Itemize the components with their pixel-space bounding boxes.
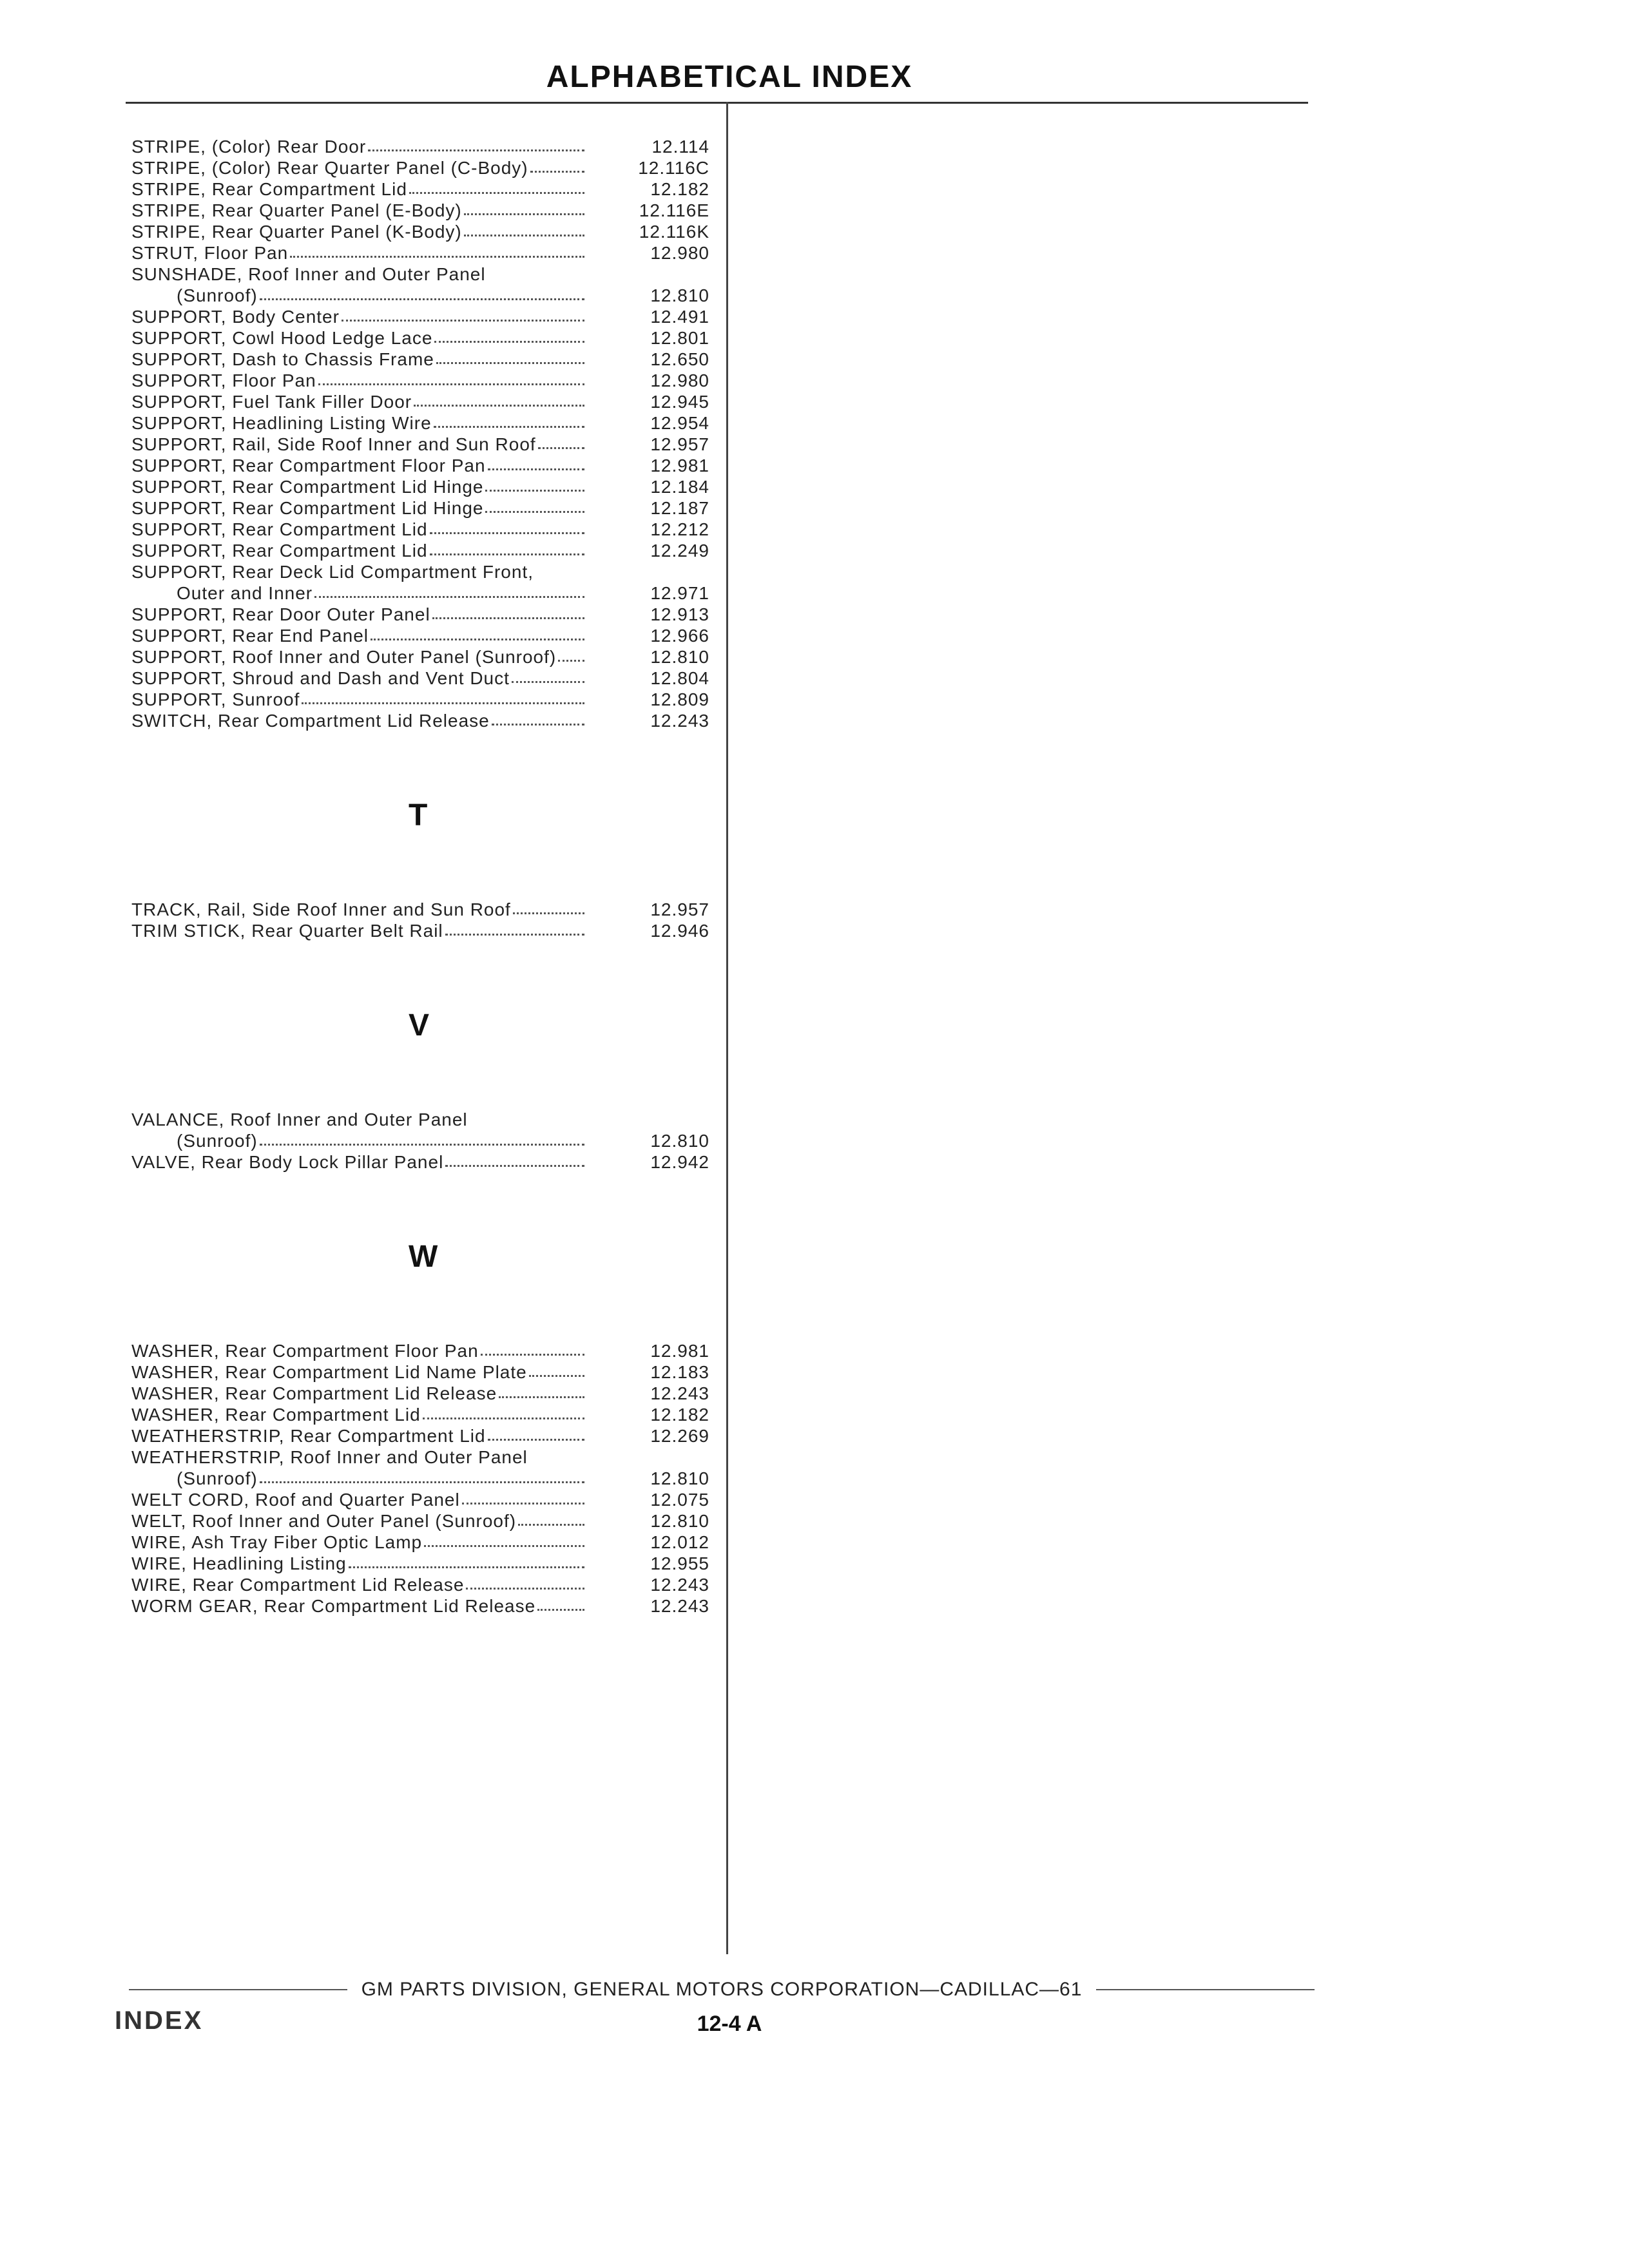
page-reference: 12.249	[650, 541, 709, 561]
index-entry-row	[131, 497, 715, 519]
entry-label: WELT CORD, Roof and Quarter Panel	[131, 1490, 460, 1510]
entry-label: SUPPORT, Headlining Listing Wire	[131, 413, 432, 433]
index-entry	[131, 178, 586, 200]
page-reference: 12.809	[650, 689, 709, 709]
dot-leader	[464, 209, 584, 215]
index-entry	[131, 646, 586, 668]
entry-label: STRIPE, (Color) Rear Quarter Panel (C-Body)	[131, 158, 528, 178]
section-letter: T	[409, 798, 428, 832]
page-reference: 12.913	[650, 604, 709, 624]
index-entry-row	[131, 920, 715, 941]
page-reference: 12.810	[650, 285, 709, 305]
index-entry-row	[131, 221, 715, 242]
entry-label: SUPPORT, Rear Compartment Lid	[131, 541, 428, 561]
index-entry-row	[131, 899, 715, 920]
index-entry	[131, 1574, 586, 1595]
entry-label: TRACK, Rail, Side Roof Inner and Sun Roof	[131, 899, 511, 919]
index-entry-row	[131, 561, 715, 582]
index-entry	[131, 476, 586, 497]
index-entry	[131, 455, 586, 476]
entry-label: SUPPORT, Cowl Hood Ledge Lace	[131, 328, 433, 348]
footer-rule-left	[129, 1989, 347, 1990]
index-entry-row	[131, 200, 715, 221]
index-entry	[131, 1383, 586, 1404]
index-list	[131, 136, 715, 1617]
page-reference: 12.243	[650, 1383, 709, 1403]
index-entry-row	[131, 1404, 715, 1425]
page-reference: 12.955	[650, 1553, 709, 1573]
dot-leader	[558, 655, 584, 662]
page-reference: 12.981	[650, 456, 709, 476]
index-entry	[131, 412, 586, 434]
entry-label: SUPPORT, Floor Pan	[131, 370, 316, 390]
index-entry	[131, 391, 586, 412]
entry-label-continued: (Sunroof)	[177, 1131, 258, 1151]
index-entry-row	[131, 1446, 715, 1468]
index-entry-row	[131, 519, 715, 540]
dot-leader	[529, 1370, 584, 1377]
dot-leader	[436, 358, 584, 364]
index-entry	[131, 1489, 586, 1510]
index-entry-row	[131, 646, 715, 668]
index-entry	[131, 1595, 586, 1617]
page-reference: 12.182	[650, 1405, 709, 1425]
entry-label: STRIPE, Rear Compartment Lid	[131, 179, 407, 199]
entry-label: SUPPORT, Shroud and Dash and Vent Duct	[131, 668, 510, 688]
dot-leader	[349, 1562, 584, 1568]
entry-label: STRIPE, (Color) Rear Door	[131, 137, 367, 157]
index-entry	[131, 540, 586, 561]
index-entry-continuation	[131, 582, 715, 604]
entry-label: STRIPE, Rear Quarter Panel (K-Body)	[131, 222, 462, 242]
page-reference: 12.182	[650, 179, 709, 199]
entry-label: SUPPORT, Rail, Side Roof Inner and Sun Roof	[131, 434, 536, 454]
index-entry-row	[131, 349, 715, 370]
section-letter: V	[409, 1008, 430, 1043]
index-entry-row	[131, 455, 715, 476]
footer-rule-right	[1096, 1989, 1315, 1990]
index-entry	[131, 1553, 586, 1574]
entry-label: WORM GEAR, Rear Compartment Lid Release	[131, 1596, 536, 1616]
index-entry	[131, 710, 586, 731]
index-entry-row	[131, 434, 715, 455]
entry-label: TRIM STICK, Rear Quarter Belt Rail	[131, 921, 443, 941]
page-reference: 12.804	[650, 668, 709, 688]
entry-label: STRIPE, Rear Quarter Panel (E-Body)	[131, 200, 462, 220]
index-entry	[131, 899, 586, 920]
index-entry-row	[131, 306, 715, 327]
index-entry-row	[131, 1553, 715, 1574]
page-reference: 12.971	[650, 583, 709, 603]
index-entry-row	[131, 412, 715, 434]
title-rule	[126, 102, 1308, 104]
entry-label: SUPPORT, Rear Compartment Lid Hinge	[131, 477, 484, 497]
dot-leader	[290, 251, 584, 258]
page-reference: 12.957	[650, 434, 709, 454]
index-entry	[131, 349, 586, 370]
index-entry	[131, 200, 586, 221]
entry-label-continued: (Sunroof)	[177, 1468, 258, 1488]
entry-label: WELT, Roof Inner and Outer Panel (Sunroof)	[131, 1511, 517, 1531]
section-label: INDEX	[115, 2006, 204, 2035]
index-entry-row	[131, 136, 715, 157]
dot-leader	[371, 634, 584, 640]
index-entry-row	[131, 710, 715, 731]
dot-leader	[423, 1413, 584, 1419]
entry-label: WASHER, Rear Compartment Lid Release	[131, 1383, 497, 1403]
dot-leader	[302, 698, 584, 704]
entry-label-continued: (Sunroof)	[177, 285, 258, 305]
index-entry	[131, 1404, 586, 1425]
entry-label: STRUT, Floor Pan	[131, 243, 289, 263]
dot-leader	[481, 1349, 584, 1356]
dot-leader	[434, 421, 584, 428]
dot-leader	[260, 1139, 584, 1146]
page-reference: 12.184	[650, 477, 709, 497]
page-title: ALPHABETICAL INDEX	[546, 60, 913, 94]
page-reference: 12.981	[650, 1341, 709, 1361]
dot-leader	[342, 315, 584, 322]
index-entry-row	[131, 1340, 715, 1361]
index-entry-row	[131, 391, 715, 412]
page-reference: 12.946	[650, 921, 709, 941]
section-letter: W	[409, 1239, 438, 1274]
index-entry	[131, 434, 586, 455]
index-entry-row	[131, 157, 715, 178]
dot-leader	[485, 485, 584, 492]
page-number: 12-4 A	[697, 2012, 762, 2036]
dot-leader	[445, 1160, 584, 1167]
dot-leader	[530, 166, 584, 173]
dot-leader	[512, 677, 584, 683]
index-entry	[131, 327, 586, 349]
index-entry-row	[131, 604, 715, 625]
entry-label: WIRE, Headlining Listing	[131, 1553, 347, 1573]
dot-leader	[414, 400, 584, 407]
index-entry	[131, 668, 586, 689]
page-reference: 12.957	[650, 899, 709, 919]
entry-label: SWITCH, Rear Compartment Lid Release	[131, 711, 490, 731]
entry-label: SUPPORT, Fuel Tank Filler Door	[131, 392, 412, 412]
entry-label: SUPPORT, Body Center	[131, 307, 340, 327]
index-entry	[131, 1340, 586, 1361]
dot-leader	[318, 379, 584, 385]
index-entry	[131, 1510, 586, 1532]
dot-leader	[488, 1434, 584, 1441]
index-entry-continuation	[131, 285, 715, 306]
index-entry-row	[131, 1361, 715, 1383]
page-reference: 12.810	[650, 1131, 709, 1151]
index-entry	[177, 582, 586, 604]
dot-leader	[434, 336, 584, 343]
entry-label: WASHER, Rear Compartment Lid Name Plate	[131, 1362, 527, 1382]
index-entry-row	[131, 1574, 715, 1595]
dot-leader	[464, 230, 584, 236]
dot-leader	[260, 1477, 584, 1483]
page-reference: 12.650	[650, 349, 709, 369]
page-reference: 12.183	[650, 1362, 709, 1382]
page-reference: 12.980	[650, 370, 709, 390]
index-entry	[131, 1532, 586, 1553]
entry-label: SUPPORT, Rear Deck Lid Compartment Front,	[131, 562, 534, 582]
index-entry	[131, 604, 586, 625]
page-reference: 12.954	[650, 413, 709, 433]
index-entry-row	[131, 668, 715, 689]
page-reference: 12.012	[650, 1532, 709, 1552]
index-entry-row	[131, 540, 715, 561]
page-reference: 12.269	[650, 1426, 709, 1446]
index-entry	[131, 920, 586, 941]
column-divider	[726, 102, 728, 1954]
index-entry	[131, 370, 586, 391]
dot-leader	[314, 591, 584, 598]
dot-leader	[424, 1541, 584, 1547]
page-reference: 12.075	[650, 1490, 709, 1510]
index-entry	[131, 306, 586, 327]
entry-label: SUPPORT, Roof Inner and Outer Panel (Sunroof)	[131, 647, 557, 667]
entry-label: WEATHERSTRIP, Rear Compartment Lid	[131, 1426, 486, 1446]
dot-leader	[499, 1392, 584, 1398]
entry-label: SUPPORT, Rear Compartment Floor Pan	[131, 456, 486, 476]
entry-label: SUPPORT, Sunroof	[131, 689, 300, 709]
page-reference: 12.116E	[639, 200, 709, 220]
index-entry	[131, 625, 586, 646]
page-reference: 12.966	[650, 626, 709, 646]
dot-leader	[430, 528, 584, 534]
index-entry-continuation	[131, 1468, 715, 1489]
index-entry-row	[131, 689, 715, 710]
dot-leader	[466, 1583, 584, 1590]
entry-label: SUPPORT, Dash to Chassis Frame	[131, 349, 434, 369]
index-entry-row	[131, 1109, 715, 1130]
index-entry-row	[131, 625, 715, 646]
entry-label: WEATHERSTRIP, Roof Inner and Outer Panel	[131, 1447, 528, 1467]
index-entry-row	[131, 1532, 715, 1553]
footer-publisher: GM PARTS DIVISION, GENERAL MOTORS CORPORATION—CADILLAC—61	[361, 1979, 1083, 2000]
page-reference: 12.491	[650, 307, 709, 327]
index-entry-row	[131, 1151, 715, 1173]
page-reference: 12.942	[650, 1152, 709, 1172]
index-entry-row	[131, 178, 715, 200]
index-entry-row	[131, 1489, 715, 1510]
index-entry	[131, 1446, 528, 1468]
dot-leader	[462, 1498, 584, 1504]
page-reference: 12.187	[650, 498, 709, 518]
index-entry	[131, 519, 586, 540]
dot-leader	[518, 1519, 584, 1526]
entry-label: WASHER, Rear Compartment Floor Pan	[131, 1341, 479, 1361]
page-reference: 12.810	[650, 647, 709, 667]
page-reference: 12.810	[650, 1468, 709, 1488]
index-entry-row	[131, 1383, 715, 1404]
dot-leader	[537, 1604, 584, 1611]
index-entry	[131, 689, 586, 710]
dot-leader	[409, 187, 584, 194]
page-reference: 12.116K	[639, 222, 709, 242]
entry-label: SUPPORT, Rear Door Outer Panel	[131, 604, 430, 624]
dot-leader	[368, 145, 584, 151]
index-entry-row	[131, 264, 715, 285]
entry-label: SUNSHADE, Roof Inner and Outer Panel	[131, 264, 486, 284]
dot-leader	[485, 506, 584, 513]
entry-label: WIRE, Rear Compartment Lid Release	[131, 1575, 465, 1595]
dot-leader	[430, 549, 584, 555]
index-entry	[131, 1361, 586, 1383]
dot-leader	[445, 929, 584, 936]
entry-label: SUPPORT, Rear Compartment Lid	[131, 519, 428, 539]
index-entry	[131, 561, 534, 582]
page-reference: 12.116C	[638, 158, 709, 178]
page-reference: 12.980	[650, 243, 709, 263]
entry-label: VALVE, Rear Body Lock Pillar Panel	[131, 1152, 444, 1172]
index-entry	[131, 1151, 586, 1173]
entry-label: WASHER, Rear Compartment Lid	[131, 1405, 421, 1425]
index-entry	[131, 221, 586, 242]
page-reference: 12.243	[650, 1596, 709, 1616]
entry-label: WIRE, Ash Tray Fiber Optic Lamp	[131, 1532, 423, 1552]
index-entry-row	[131, 242, 715, 264]
page-reference: 12.810	[650, 1511, 709, 1531]
index-entry	[177, 1130, 586, 1151]
dot-leader	[488, 464, 584, 470]
entry-label: SUPPORT, Rear End Panel	[131, 626, 369, 646]
dot-leader	[492, 719, 584, 726]
entry-label: SUPPORT, Rear Compartment Lid Hinge	[131, 498, 484, 518]
index-entry	[131, 1425, 586, 1446]
index-entry	[131, 136, 586, 157]
index-entry-row	[131, 327, 715, 349]
index-entry-row	[131, 1510, 715, 1532]
page-reference: 12.945	[650, 392, 709, 412]
dot-leader	[538, 443, 584, 449]
index-entry	[131, 157, 586, 178]
page-reference: 12.114	[651, 137, 709, 157]
index-entry	[177, 1468, 586, 1489]
entry-label: VALANCE, Roof Inner and Outer Panel	[131, 1110, 468, 1129]
dot-leader	[513, 908, 584, 914]
entry-label-continued: Outer and Inner	[177, 583, 313, 603]
dot-leader	[260, 294, 584, 300]
dot-leader	[432, 613, 584, 619]
index-entry-row	[131, 1595, 715, 1617]
index-entry-continuation	[131, 1130, 715, 1151]
page-reference: 12.243	[650, 1575, 709, 1595]
index-entry-row	[131, 476, 715, 497]
index-entry	[131, 1109, 468, 1130]
index-entry	[131, 497, 586, 519]
page-reference: 12.801	[650, 328, 709, 348]
index-entry-row	[131, 370, 715, 391]
index-entry	[131, 264, 486, 285]
page-reference: 12.243	[650, 711, 709, 731]
footer-publisher-line	[129, 1977, 1315, 2003]
page-reference: 12.212	[650, 519, 709, 539]
index-entry	[177, 285, 586, 306]
index-entry	[131, 242, 586, 264]
index-entry-row	[131, 1425, 715, 1446]
